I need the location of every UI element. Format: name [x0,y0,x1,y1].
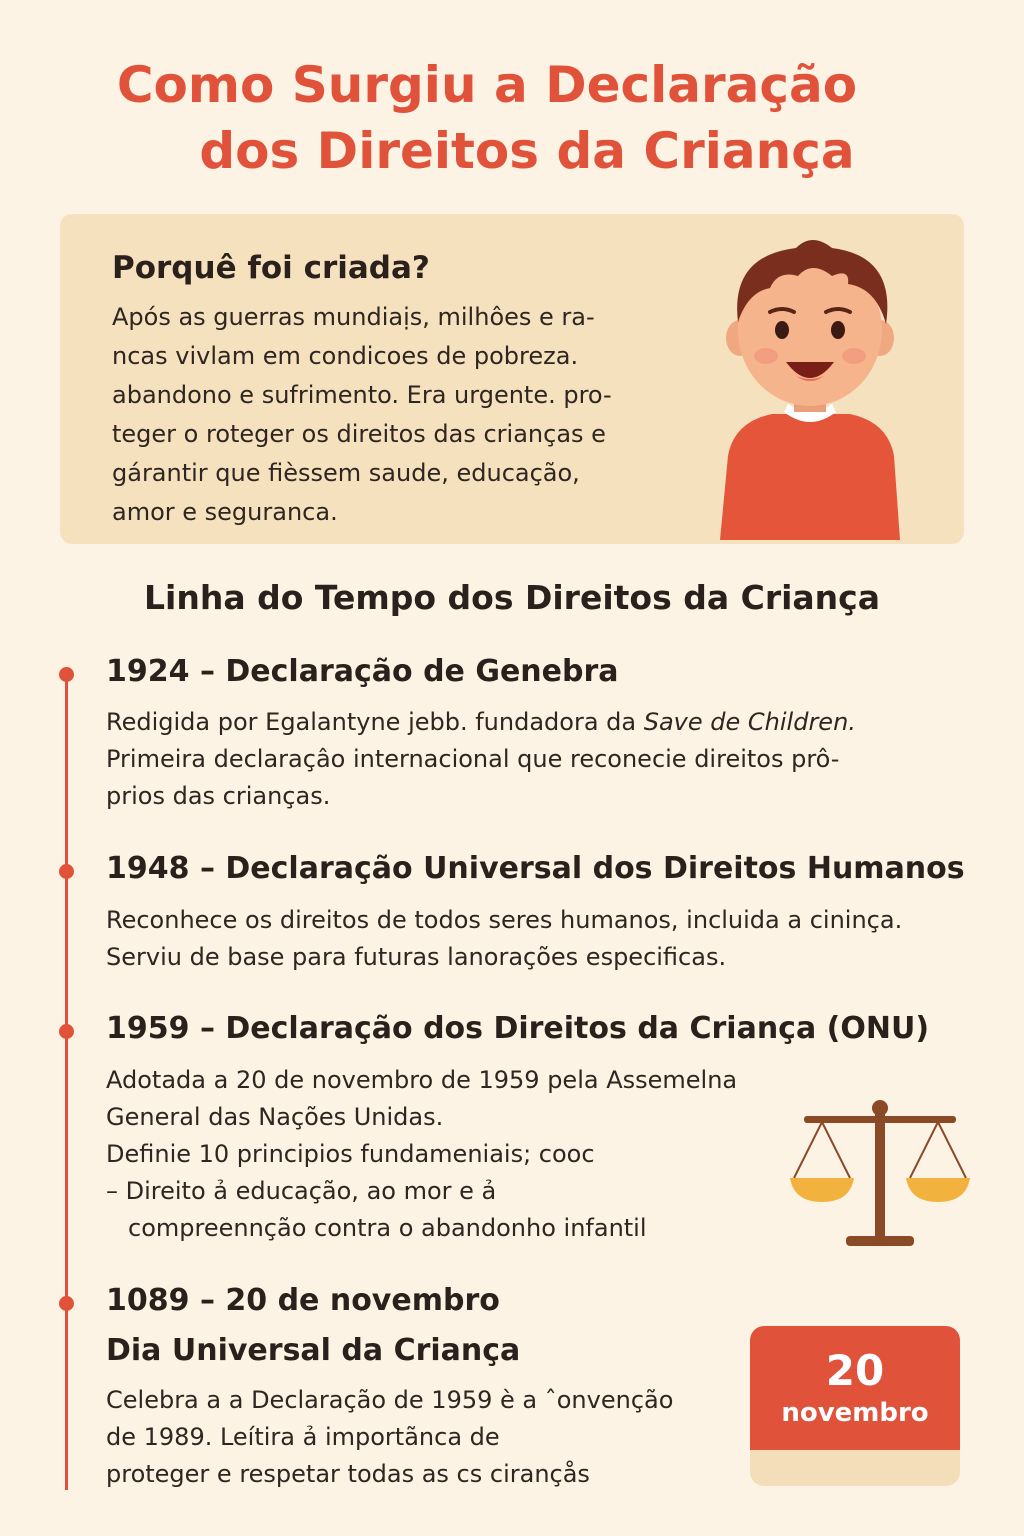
event-title-1924: 1924 – Declaração de Genebra [106,654,619,689]
why-card [60,214,964,544]
event-line: de 1989. Leítira ả importãnca de [106,1423,500,1451]
event-line: Celebra a a Declaração de 1959 è a ˆonvenção [106,1386,674,1414]
why-line: teger o roteger os direitos das crianças e [112,420,606,448]
event-subtitle: Dia Universal da Criança [106,1333,521,1368]
timeline-line [65,676,68,1490]
event-body-1924 [106,704,856,815]
organization-name: Save de Children. [643,708,856,736]
page-title-line-1: Como Surgiu a Declaração [116,56,858,114]
why-line: Após as guerras mundiaịs, milhôes e ra- [112,303,595,331]
timeline-dot [59,864,74,879]
event-line: Definie 10 principios fundameniais; cooc [106,1140,595,1168]
event-title-1959: 1959 – Declaração dos Direitos da Criança (ONU) [106,1011,930,1046]
event-body-1989 [106,1382,673,1493]
why-heading: Porquê foi criada? [112,250,430,286]
why-line: abandono e sufrimento. Era urgente. pro- [112,381,612,409]
calendar-icon [750,1326,960,1486]
why-line: ncas vivlam em condicoes de pobreza. [112,342,579,370]
event-line: Adotada a 20 de novembro de 1959 pela Assemelna [106,1066,738,1094]
page-title [0,52,1024,184]
timeline-heading: Linha do Tempo dos Direitos da Criança [144,578,880,617]
timeline-dot [59,1296,74,1311]
event-body-1959 [106,1062,737,1247]
event-line: Primeira declaraçâo internacional que reconecie direitos prô- [106,745,840,773]
event-line [106,704,856,741]
event-line: Serviu de base para futuras lanorações especificas. [106,943,727,971]
event-line: Reconhece os direitos de todos seres humanos, incluida a cininça. [106,906,903,934]
child-illustration-icon [700,226,920,540]
date-month: novembro [781,1398,929,1428]
scales-of-justice-icon [788,1098,972,1250]
event-body-1948 [106,902,902,976]
event-line: General das Nações Unidas. [106,1103,444,1131]
event-line: prios das crianças. [106,782,331,810]
timeline-dot [59,667,74,682]
date-day: 20 [825,1346,885,1395]
event-line: proteger e respetar todas as cs cirançås [106,1460,590,1488]
event-line-text: Redigida por Egalantyne jebb. fundadora da [106,708,644,736]
why-line: gárantir que fièssem saude, educação, [112,459,580,487]
event-title-1989: 1089 – 20 de novembro [106,1283,500,1318]
timeline-dot [59,1024,74,1039]
why-line: amor e seguranca. [112,498,338,526]
page-title-line-2: dos Direitos da Criança [199,122,855,180]
why-body [112,298,672,532]
event-line: compreennção contra o abandonho infantil [128,1214,647,1242]
event-title-1948: 1948 – Declaração Universal dos Direitos Humanos [106,851,965,886]
event-line: – Direito ả educação, ao mor e ả [106,1177,497,1205]
